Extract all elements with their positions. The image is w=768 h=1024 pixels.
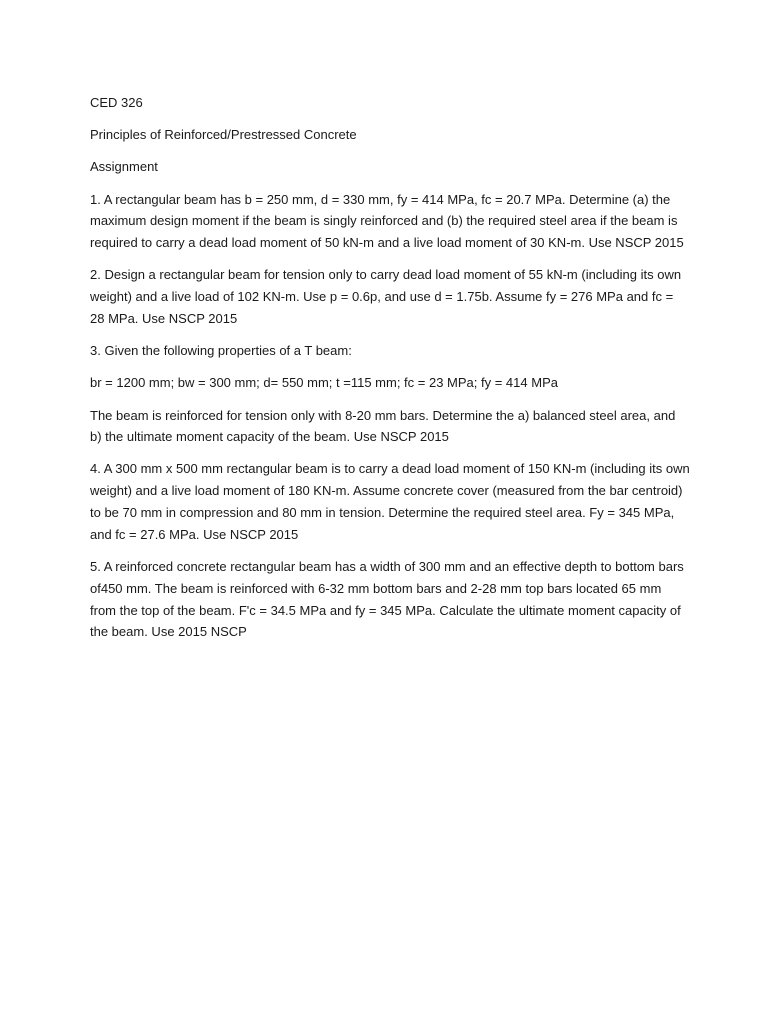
- problem-1: 1. A rectangular beam has b = 250 mm, d = 330 mm, fy = 414 MPa, fc = 20.7 MPa. Determine (a) the maximum design moment if the beam is singly reinforced and (b) the required steel area if the beam is required to carry a dead load moment of 50 kN-m and a live load moment of 30 KN-m. Use NSCP 2015: [90, 191, 684, 251]
- course-code: CED 326: [90, 95, 143, 110]
- problem-5: 5. A reinforced concrete rectangular beam has a width of 300 mm and an effective depth to bottom bars of450 mm. The beam is reinforced with 6-32 mm bottom bars and 2-28 mm top bars located 65 mm from the top of the beam. F'c = 34.5 MPa and fy = 345 MPa. Calculate the ultimate moment capacity of the beam. Use 2015 NSCP: [90, 559, 684, 640]
- problem-2: 2. Design a rectangular beam for tension only to carry dead load moment of 55 kN-m (including its own weight) and a live load of 102 KN-m. Use p = 0.6p, and use d = 1.75b. Assume fy = 276 MPa and fc = 28 MPa. Use NSCP 2015: [90, 267, 682, 326]
- problem-3-question: The beam is reinforced for tension only with 8-20 mm bars. Determine the a) balanced steel area, and b) the ultimate moment capacity of the beam. Use NSCP 2015: [90, 407, 676, 445]
- assignment-heading: Assignment: [90, 159, 158, 175]
- problem-3-intro: 3. Given the following properties of a T beam:: [90, 343, 352, 359]
- problem-4: 4. A 300 mm x 500 mm rectangular beam is to carry a dead load moment of 150 KN-m (including its own weight) and a live load moment of 180 KN-m. Assume concrete cover (measured from the bar centroid) to be 70 mm in compression and 80 mm in tension. Determine the required steel area. Fy = 345 MPa, and fc = 27.6 MPa. Use NSCP 2015: [90, 461, 690, 542]
- course-title: Principles of Reinforced/Prestressed Concrete: [90, 127, 357, 143]
- document-page: [90, 92, 690, 654]
- problem-3-properties: br = 1200 mm; bw = 300 mm; d= 550 mm; t =115 mm; fc = 23 MPa; fy = 414 MPa: [90, 375, 558, 391]
